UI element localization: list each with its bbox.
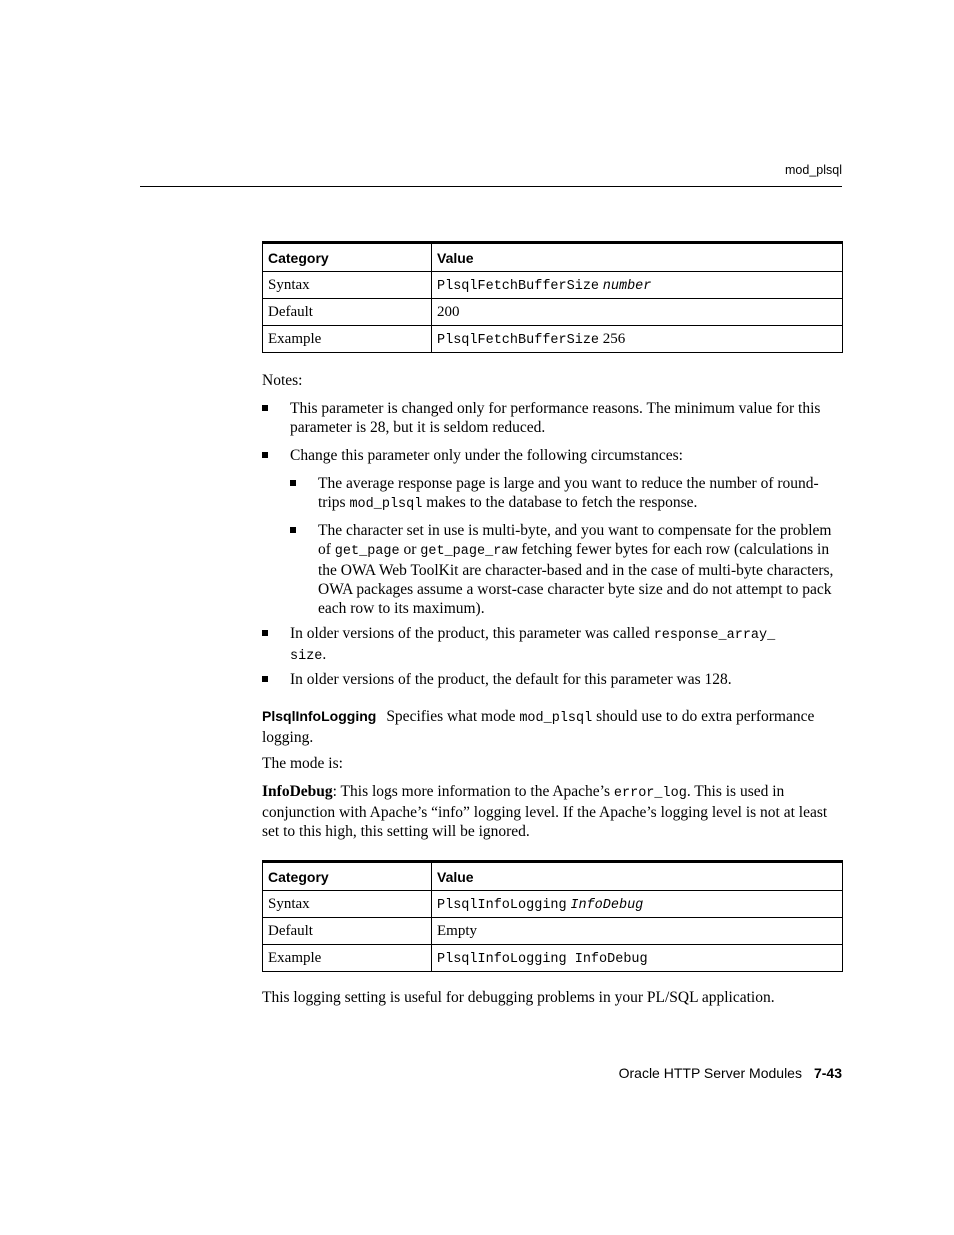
footer-title: Oracle HTTP Server Modules	[618, 1065, 802, 1081]
list-item-text: In older versions of the product, the default for this parameter was 128.	[290, 671, 732, 688]
syntax-value	[432, 272, 843, 299]
table-header-row	[263, 862, 843, 891]
list-item-text: The character set in use is multi-byte, and you want to compensate for the problem of	[318, 522, 832, 558]
inline-code: error_log	[613, 786, 687, 801]
description-text: should use to do extra performance logging.	[262, 708, 815, 746]
infologging-description	[262, 707, 842, 747]
column-header-value: Value	[432, 862, 843, 891]
list-item-text: The average response page is large and you want to reduce the number of round-trips	[318, 475, 819, 511]
fetchbuffersize-table	[262, 241, 843, 353]
table-header-row	[263, 243, 843, 272]
list-item	[290, 670, 842, 689]
row-label-example: Example	[263, 326, 432, 353]
inline-code: mod_plsql	[349, 497, 423, 512]
column-header-category: Category	[263, 862, 432, 891]
list-item-text: .	[322, 646, 327, 663]
example-code: PlsqlFetchBufferSize	[437, 332, 600, 348]
table-row	[263, 891, 843, 918]
table-row	[263, 326, 843, 353]
row-label-syntax: Syntax	[263, 272, 432, 299]
syntax-code: PlsqlInfoLogging	[437, 897, 567, 913]
infologging-table	[262, 860, 843, 972]
row-label-syntax: Syntax	[263, 891, 432, 918]
list-item-text: Change this parameter only under the following circumstances:	[290, 447, 683, 464]
table-row	[263, 918, 843, 945]
row-label-default: Default	[263, 299, 432, 326]
inline-code: get_page	[334, 544, 400, 559]
example-value	[432, 326, 843, 353]
default-value: 200	[432, 299, 843, 326]
syntax-code: PlsqlFetchBufferSize	[437, 278, 600, 294]
list-item-text: This parameter is changed only for performance reasons. The minimum value for this parameter is 28, but it is seldom reduced.	[290, 400, 821, 436]
mode-label: The mode is:	[262, 755, 343, 772]
closing-paragraph: This logging setting is useful for debugging problems in your PL/SQL application.	[262, 989, 775, 1006]
list-item	[318, 521, 842, 618]
page-footer	[619, 1065, 842, 1081]
inline-code: response_array_	[653, 628, 776, 643]
list-item-text: In older versions of the product, this parameter was called	[290, 625, 654, 642]
column-header-category: Category	[263, 243, 432, 272]
syntax-argument: number	[602, 278, 652, 294]
syntax-value	[432, 891, 843, 918]
paragraph-text: : This logs more information to the Apache’s	[332, 783, 614, 800]
table-row	[263, 272, 843, 299]
page-number: 7-43	[813, 1065, 842, 1081]
list-item	[290, 624, 842, 666]
example-number: 256	[599, 330, 626, 347]
list-item-text: makes to the database to fetch the response.	[422, 494, 698, 511]
table-row	[263, 945, 843, 972]
bullet-square-icon	[290, 527, 296, 533]
list-item-text: or	[399, 541, 421, 558]
bullet-square-icon	[262, 405, 268, 411]
syntax-argument: InfoDebug	[570, 897, 644, 913]
list-item-text: fetching fewer bytes for each row (calculations in the OWA Web ToolKit are character-based and in the case of multi-byte characters, OWA packages assume a worst-case character byte size and do not attempt to pack each row to its maximum).	[318, 541, 834, 617]
table-row	[263, 299, 843, 326]
bullet-square-icon	[262, 676, 268, 682]
list-item	[290, 399, 842, 437]
column-header-value: Value	[432, 243, 843, 272]
infodebug-paragraph	[262, 782, 842, 841]
parameter-term: PlsqlInfoLogging	[262, 708, 377, 724]
paragraph-text: . This is used in conjunction with Apache’s “info” logging level. If the Apache’s logging level is not at least set to this high, this setting will be ignored.	[262, 783, 828, 840]
notes-label: Notes:	[262, 372, 303, 389]
list-item	[290, 446, 842, 465]
inline-code: size	[290, 649, 323, 664]
example-code: PlsqlInfoLogging InfoDebug	[437, 951, 648, 967]
example-value	[432, 945, 843, 972]
header-rule	[140, 186, 842, 187]
row-label-default: Default	[263, 918, 432, 945]
default-value: Empty	[432, 918, 843, 945]
description-text: Specifies what mode	[386, 708, 520, 725]
list-item	[318, 474, 842, 514]
inline-code: get_page_raw	[420, 544, 518, 559]
infodebug-term: InfoDebug	[262, 783, 333, 800]
bullet-square-icon	[262, 452, 268, 458]
inline-code: mod_plsql	[519, 711, 593, 726]
bullet-square-icon	[290, 480, 296, 486]
bullet-square-icon	[262, 630, 268, 636]
running-header: mod_plsql	[785, 163, 842, 177]
row-label-example: Example	[263, 945, 432, 972]
